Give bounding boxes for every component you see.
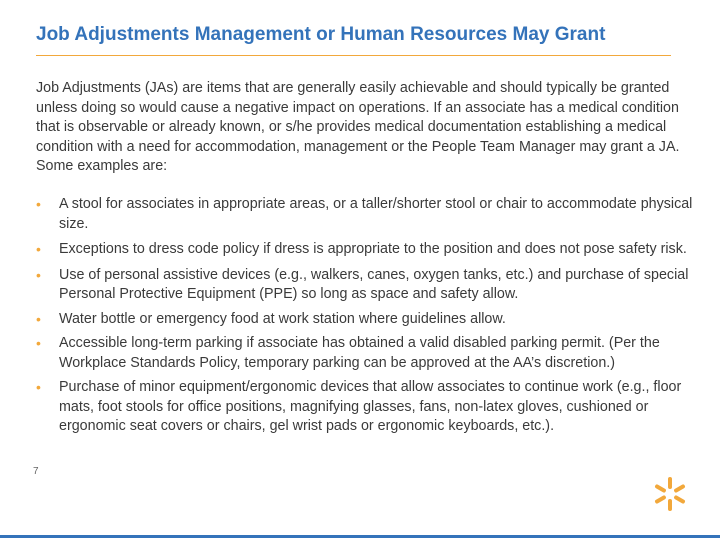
bullet-icon: • [36,335,41,351]
examples-list [36,195,708,437]
bullet-icon: • [36,379,41,395]
intro-paragraph: Job Adjustments (JAs) are items that are generally easily achievable and should typically be granted unless doing so would cause a negative impact on operations. If an associate has a medical condition that is observable or already known, or s/he provides medical documentation establishing a medical condition with a need for accommodation, management or the People Team Manager may grant a JA. Some examples are: [36,80,680,174]
list-item-text: Water bottle or emergency food at work station where guidelines allow. [59,310,506,327]
list-item-text: Accessible long-term parking if associate has obtained a valid disabled parking permit. (Per the Workplace Standards Policy, temporary parking can be approved at the AA’s discretion.) [59,335,660,371]
bottom-rule [0,535,720,538]
list-item [36,266,708,305]
list-item-text: Use of personal assistive devices (e.g., walkers, canes, oxygen tanks, etc.) and purchase of special Personal Protective Equipment (PPE) so long as space and safety allow. [59,266,689,302]
list-item [36,195,708,234]
title-underline [36,55,671,56]
list-item [36,334,708,373]
list-item-text: A stool for associates in appropriate areas, or a taller/shorter stool or chair to accommodate physical size. [59,196,693,232]
list-item-text: Exceptions to dress code policy if dress is appropriate to the position and does not pose safety risk. [59,241,687,257]
page-number: 7 [33,466,39,477]
bullet-icon: • [36,241,41,257]
bullet-icon: • [36,196,41,212]
list-item [36,310,708,330]
spark-logo-icon [650,474,690,514]
bullet-icon: • [36,266,41,283]
list-item [36,240,708,260]
list-item-text: Purchase of minor equipment/ergonomic devices that allow associates to continue work (e.g., floor mats, foot stools for office positions, magnifying glasses, fans, non-latex gloves, cushioned or ergonomic seat covers or chairs, gel wrist pads or ergonomic keyboards, etc.). [59,379,682,434]
bullet-icon: • [36,310,41,327]
list-item [36,378,708,437]
slide-title: Job Adjustments Management or Human Resources May Grant [36,24,606,45]
